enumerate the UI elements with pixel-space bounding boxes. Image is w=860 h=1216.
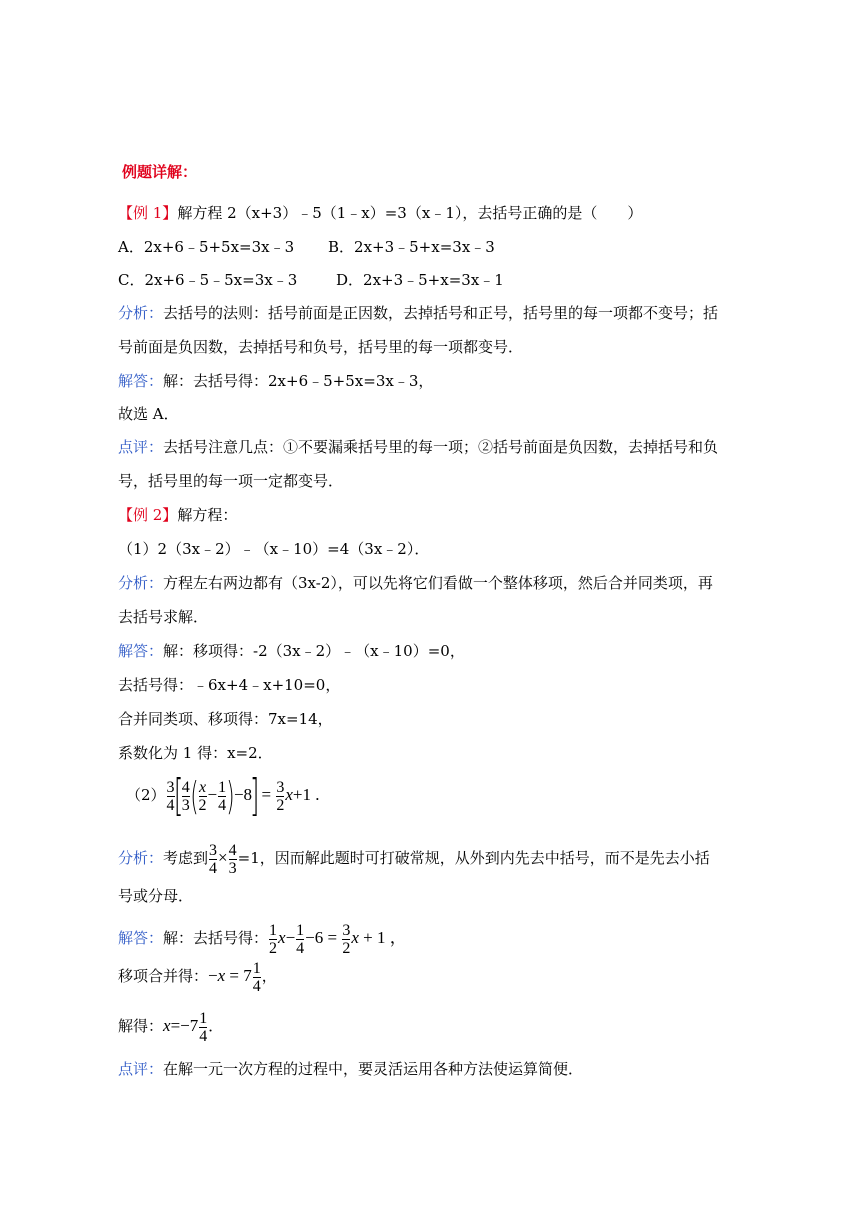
example-2-analysis-line-1 <box>118 573 713 593</box>
example-1-answer <box>118 371 433 391</box>
analysis-label: 分析： <box>118 574 164 592</box>
period: ． <box>208 1017 224 1035</box>
fraction: $\frac{1}{4}$ <box>199 1009 208 1045</box>
option-d: D．2x+3﹣5+x=3x﹣1 <box>336 271 504 289</box>
math-term: −x = 7 <box>208 966 252 985</box>
fraction: $\frac{1}{4}$ <box>218 778 227 814</box>
fraction: $\frac{3}{2}$ <box>276 778 285 814</box>
example-2-part-2-analysis-line-2: 号或分母． <box>118 887 194 905</box>
comma: ， <box>261 967 277 985</box>
left-paren: ( <box>190 774 199 818</box>
answer-text: 解：移项得：-2（3x﹣2）﹣（x﹣10）=0， <box>163 642 465 660</box>
answer-label: 解答： <box>118 929 164 947</box>
math-term: x + 1 ， <box>351 928 407 947</box>
fraction: $\frac{x}{2}$ <box>198 778 207 814</box>
part-2-label: （2） <box>126 786 166 804</box>
example-1-analysis-line-2: 号前面是负因数，去掉括号和负号，括号里的每一项都变号． <box>118 338 524 356</box>
option-a: A．2x+6﹣5+5x=3x﹣3 <box>118 238 295 256</box>
answer-text: 解：去括号得：2x+6﹣5+5x=3x﹣3， <box>163 372 434 390</box>
right-bracket: ] <box>249 770 260 821</box>
comment-label: 点评： <box>118 1060 164 1078</box>
example-2-answer-step-3: 合并同类项、移项得：7x=14， <box>118 710 333 728</box>
right-paren: ) <box>226 774 235 818</box>
options-row-1 <box>118 237 495 257</box>
fraction: $\frac{3}{2}$ <box>342 921 351 957</box>
minus-sign: − <box>207 785 218 804</box>
fraction: $\frac{4}{3}$ <box>181 778 190 814</box>
example-2-answer-step-4: 系数化为 1 得：x=2． <box>118 744 273 762</box>
fraction: $\frac{3}{4}$ <box>209 841 218 877</box>
left-bracket: [ <box>173 770 183 821</box>
minus-sign: −8 <box>233 785 253 804</box>
answer-text: 解：去括号得： <box>163 929 269 947</box>
options-row-2 <box>118 270 504 290</box>
fraction: $\frac{1}{4}$ <box>296 921 305 957</box>
example-1-comment-line-1 <box>118 437 718 457</box>
example-1-question <box>118 203 642 223</box>
analysis-text: 去括号的法则：括号前面是正因数，去掉括号和正号，括号里的每一项都不变号；括 <box>163 304 719 322</box>
example-2-part-2-analysis <box>118 838 710 878</box>
example-2-analysis-line-2: 去括号求解． <box>118 608 209 626</box>
option-c: C．2x+6﹣5﹣5x=3x﹣3 <box>118 271 298 289</box>
example-1-question-text: 解方程 2（x+3）﹣5（1﹣x）=3（x﹣1），去括号正确的是（ ） <box>177 204 643 222</box>
math-term: x− <box>278 928 296 947</box>
analysis-text: =1，因而解此题时可打破常规，从外到内先去中括号，而不是先去小括 <box>237 849 710 867</box>
comment-text: 在解一元一次方程的过程中，要灵活运用各种方法使运算简便． <box>163 1060 584 1078</box>
section-heading: 例题详解： <box>122 163 198 181</box>
times-sign: × <box>218 848 228 867</box>
solve-text: 解得： <box>118 1017 164 1035</box>
answer-label: 解答： <box>118 642 164 660</box>
example-1-comment-line-2: 号，括号里的每一项一定都变号． <box>118 472 344 490</box>
answer-label: 解答： <box>118 372 164 390</box>
merge-text: 移项合并得： <box>118 967 209 985</box>
analysis-label: 分析： <box>118 304 164 322</box>
rhs-term: x+1 . <box>285 785 320 804</box>
example-2-part-2-solve <box>118 1006 223 1046</box>
analysis-text: 方程左右两边都有（3x-2），可以先将它们看做一个整体移项，然后合并同类项，再 <box>163 574 713 592</box>
example-1-tag: 【例 1】 <box>118 204 178 222</box>
analysis-label: 分析： <box>118 849 164 867</box>
example-2-part-2-equation <box>126 770 319 820</box>
example-2-tag: 【例 2】 <box>118 506 178 524</box>
fraction: $\frac{1}{4}$ <box>252 959 261 995</box>
math-term: x=−7 <box>163 1016 199 1035</box>
option-b: B．2x+3﹣5+x=3x﹣3 <box>328 238 495 256</box>
example-2-part-1: （1）2（3x﹣2）﹣（x﹣10）=4（3x﹣2）． <box>118 540 430 558</box>
equals-sign: = <box>257 785 276 804</box>
example-1-choice: 故选 A． <box>118 405 179 423</box>
fraction: $\frac{4}{3}$ <box>228 841 237 877</box>
example-2-answer-step-1 <box>118 641 465 661</box>
math-term: −6 = <box>305 928 342 947</box>
example-2-part-2-merge <box>118 956 277 996</box>
example-2-question <box>118 505 237 525</box>
example-1-analysis-line-1 <box>118 303 718 323</box>
analysis-text: 考虑到 <box>163 849 209 867</box>
fraction: $\frac{3}{4}$ <box>166 778 175 814</box>
comment-text: 去括号注意几点：①不要漏乘括号里的每一项；②括号前面是负因数，去掉括号和负 <box>163 438 719 456</box>
example-2-comment <box>118 1059 583 1079</box>
fraction: $\frac{1}{2}$ <box>269 921 278 957</box>
comment-label: 点评： <box>118 438 164 456</box>
example-2-part-2-answer <box>118 918 407 958</box>
example-2-answer-step-2: 去括号得：﹣6x+4﹣x+10=0， <box>118 676 341 694</box>
example-2-question-text: 解方程： <box>177 506 238 524</box>
